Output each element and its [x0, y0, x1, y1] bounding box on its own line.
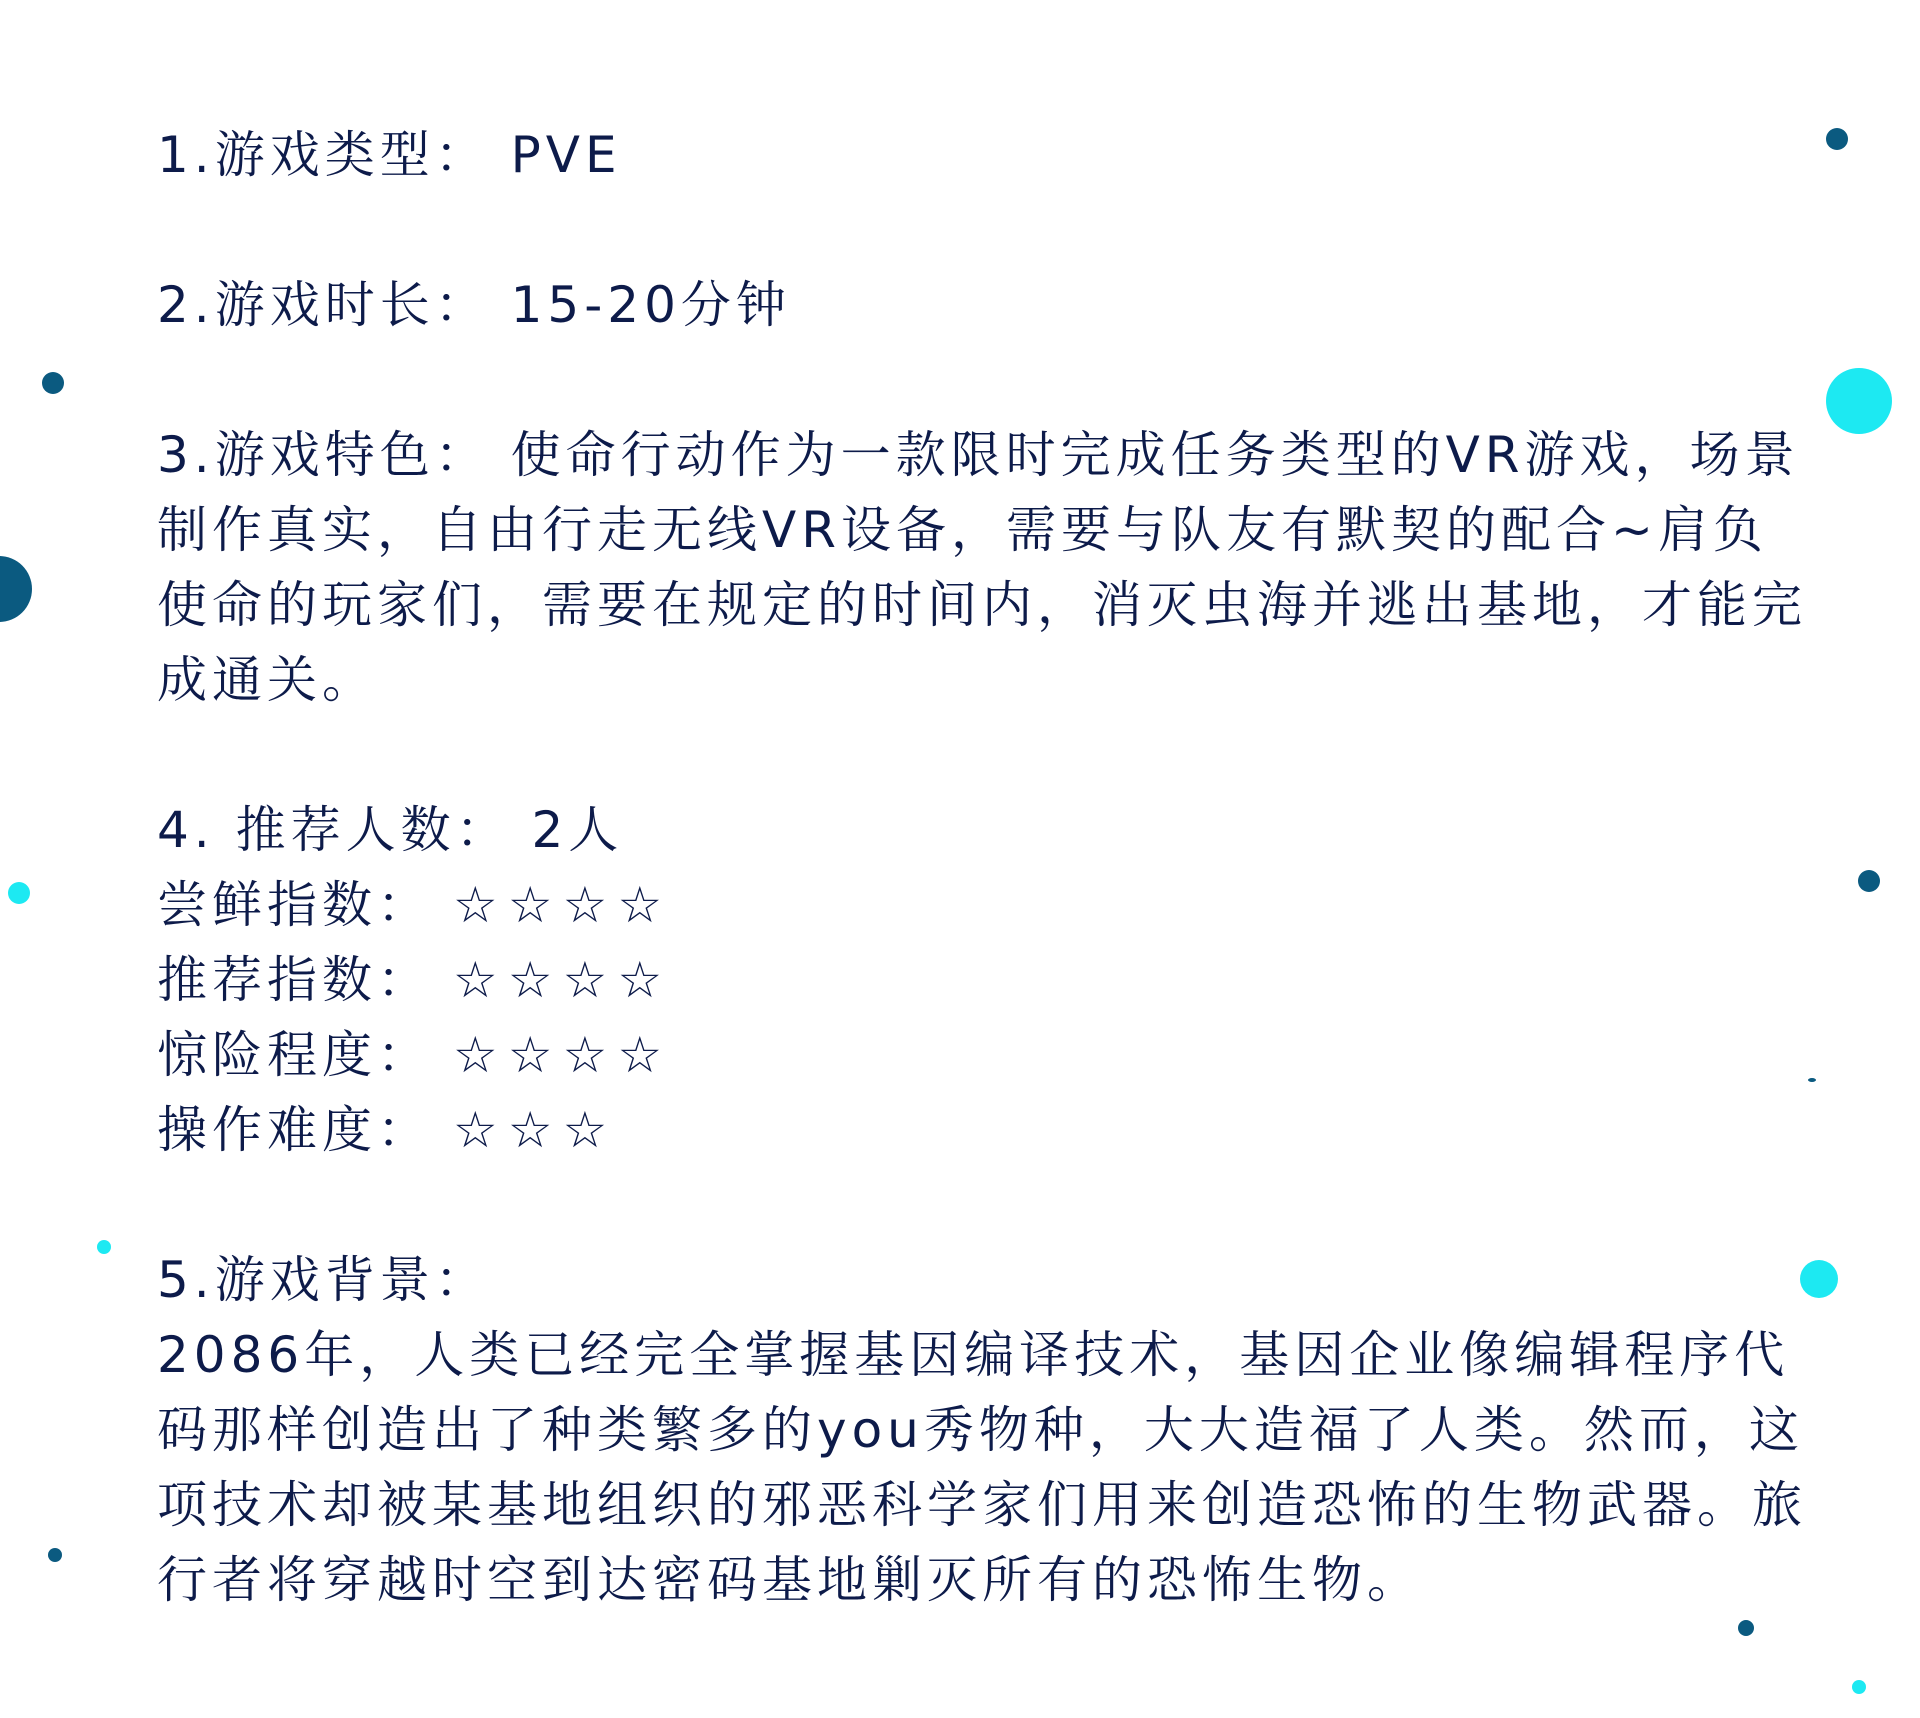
star-rating: ☆☆☆☆	[452, 951, 673, 1009]
decor-dot	[97, 1240, 111, 1254]
decor-dot	[1852, 1680, 1866, 1694]
decor-dot	[1738, 1620, 1754, 1636]
game-info	[157, 118, 1817, 1618]
rating-row	[157, 1093, 1817, 1168]
rating-row	[157, 1018, 1817, 1093]
star-rating: ☆☆☆☆	[452, 1026, 673, 1084]
spacer	[157, 1168, 1817, 1243]
game-features: 3.游戏特色： 使命行动作为一款限时完成任务类型的VR游戏，场景制作真实，自由行走无线VR设备，需要与队友有默契的配合~肩负使命的玩家们，需要在规定的时间内，消灭虫海并逃出基地，才能完成通关。	[157, 426, 1807, 709]
game-type: 1.游戏类型： PVE	[157, 126, 622, 184]
decor-dot	[1826, 368, 1892, 434]
star-rating: ☆☆☆☆	[452, 876, 673, 934]
decor-dot	[8, 882, 30, 904]
rating-row	[157, 943, 1817, 1018]
spacer	[157, 718, 1817, 793]
rating-row	[157, 868, 1817, 943]
rating-label: 尝鲜指数：	[157, 876, 432, 934]
background-text: 2086年，人类已经完全掌握基因编译技术，基因企业像编辑程序代码那样创造出了种类繁多的you秀物种，大大造福了人类。然而，这项技术却被某基地组织的邪恶科学家们用来创造恐怖的生物武器。旅行者将穿越时空到达密码基地剿灭所有的恐怖生物。	[157, 1326, 1807, 1609]
spacer	[157, 343, 1817, 418]
decor-dot	[1826, 128, 1848, 150]
recommended-players: 4. 推荐人数： 2人	[157, 801, 624, 859]
rating-label: 操作难度：	[157, 1101, 432, 1159]
star-rating: ☆☆☆	[452, 1101, 618, 1159]
game-duration: 2.游戏时长： 15-20分钟	[157, 276, 791, 334]
decor-dot	[0, 556, 32, 622]
spacer	[157, 193, 1817, 268]
decor-dot	[42, 372, 64, 394]
rating-label: 惊险程度：	[157, 1026, 432, 1084]
decor-dot	[48, 1548, 62, 1562]
background-heading: 5.游戏背景：	[157, 1251, 490, 1309]
rating-label: 推荐指数：	[157, 951, 432, 1009]
decor-dot	[1858, 870, 1880, 892]
